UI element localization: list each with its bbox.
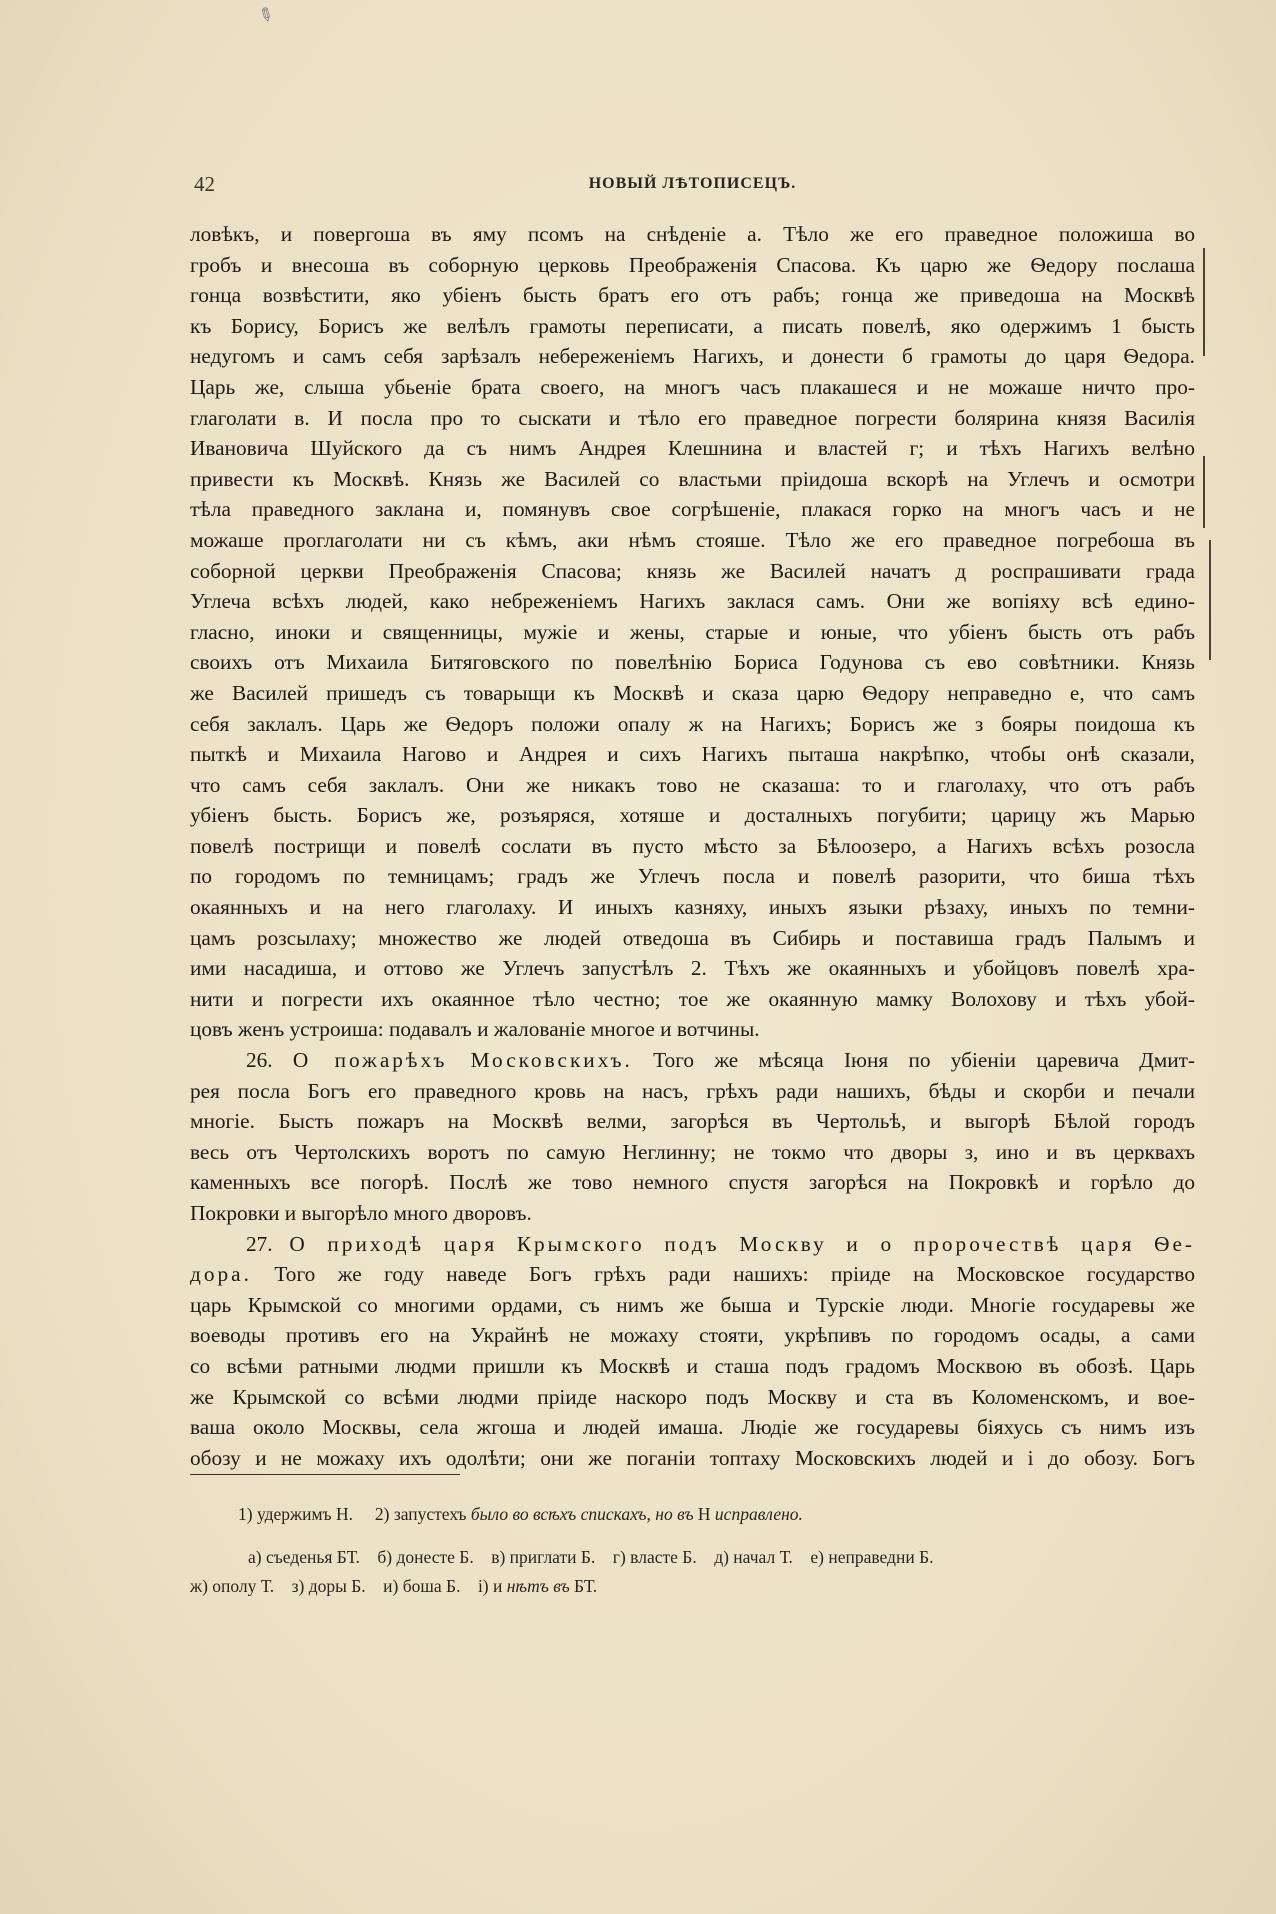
ink-blot: ✎ [254, 2, 278, 28]
text-line: Царь же, слыша убьеніе брата своего, на многъ часъ плакашеся и не можаше ничто про- [190, 374, 1195, 399]
footnote-1: 1) удержимъ Н. [238, 1504, 353, 1524]
main-text [190, 219, 1195, 1473]
text-line: соборной церкви Преображенія Спасова; князь же Василей начатъ д роспрашивати града [190, 558, 1195, 583]
text-line: цамъ розсылаху; множество же людей отведоша въ Сибирь и поставиша градъ Палымъ и [190, 925, 1195, 950]
text-line: привести къ Москвѣ. Князь же Василей со властьми пріидоша вскорѣ на Углечъ и осмотри [190, 466, 1195, 491]
text-line: недугомъ и самъ себя зарѣзалъ небереженіемъ Нагихъ, и донести б грамоты до царя Ѳедора. [190, 344, 1195, 369]
text-line: ими насадиша, и оттово же Углечъ запустѣлъ 2. Тѣхъ же окаянныхъ и убойцовъ повелѣ хра- [190, 956, 1195, 981]
section-27-first-line [190, 1259, 1195, 1290]
text-line: Ивановича Шуйского да съ нимъ Андрея Клешнина и властей г; и тѣхъ Нагихъ велѣно [190, 436, 1195, 461]
text-line: къ Борису, Борисъ же велѣлъ грамоты переписати, а писать повелѣ, яко одержимъ 1 бысть [190, 313, 1195, 338]
text-line: ваша около Москвы, села жгоша и людей имаша. Людіе же государевы біяхусь съ нимъ изъ [190, 1415, 1195, 1440]
text-line: Покровки и выгорѣло много дворовъ. [190, 1201, 532, 1225]
footnote-divider [190, 1474, 460, 1475]
text-line: окаянныхъ и на него глаголаху. И иныхъ казняху, иныхъ языки рѣзаху, иныхъ по темни- [190, 895, 1195, 920]
text-line: себя заклалъ. Царь же Ѳедоръ положи опалу ж на Нагихъ; Борисъ же з бояры поидоша къ [190, 711, 1195, 736]
numbered-footnotes [190, 1500, 1195, 1529]
lettered-footnotes-2 [190, 1572, 1195, 1601]
text-line: тѣла праведного заклана и, помянувъ свое согрѣшеніе, плакася горко на многъ часъ и не [190, 497, 1195, 522]
section-27-heading-end: дора. [190, 1262, 252, 1287]
margin-mark [1209, 540, 1211, 660]
main-text-lines [190, 219, 1195, 1045]
page-header [190, 172, 1195, 202]
text-line: гласно, иноки и священницы, мужіе и жены, старые и юные, что убіенъ бысть отъ рабъ [190, 619, 1195, 644]
text-line: многіе. Бысть пожаръ на Москвѣ велми, загорѣся въ Чертольѣ, и выгорѣ Бѣлой городъ [190, 1109, 1195, 1134]
text-line: повелѣ пострищи и повелѣ сослати въ пусто мѣсто за Бѣлоозеро, а Нагихъ всѣхъ розосла [190, 833, 1195, 858]
section-27-heading: О приходѣ царя Крымского подъ Москву и о пророчествѣ царя Ѳе- [289, 1231, 1195, 1256]
text-line: Углеча всѣхъ людей, како небреженіемъ Нагихъ заклася самъ. Они же вопіяху всѣ едино- [190, 589, 1195, 614]
margin-mark [1203, 248, 1205, 356]
lettered-footnotes-1: а) съеденья БТ. б) донесте Б. в) приглати Б. г) власте Б. д) начал Т. е) неправедни Б. [248, 1547, 934, 1567]
text-line: цовъ женъ устроиша: подавалъ и жалованіе многое и вотчины. [190, 1017, 760, 1042]
text-line: же Крымской со всѣми людми пріиде наскоро подъ Москву и ста въ Коломенскомъ, и вое- [190, 1384, 1195, 1409]
text-line: можаше проглаголати ни съ кѣмъ, аки нѣмъ стояше. Тѣло же его праведное погребоша въ [190, 527, 1195, 552]
footnote-2-note-end: исправлено. [714, 1504, 803, 1524]
text-line: царь Крымской со многими ордами, съ нимъ же быша и Турскіе люди. Многіе государевы же [190, 1292, 1195, 1317]
text-line: каменныхъ все погорѣ. Послѣ же тово немного спустя загорѣся на Покровкѣ и горѣло до [190, 1170, 1195, 1195]
section-27 [190, 1229, 1195, 1474]
text-line: пыткѣ и Михаила Нагово и Андрея и сихъ Нагихъ пыташа накрѣпко, чтобы онѣ сказали, [190, 742, 1195, 767]
text-line: ловѣкъ, и повергоша въ яму псомъ на снѣденіе а. Тѣло же его праведное положиша во [190, 222, 1195, 246]
section-26 [190, 1045, 1195, 1229]
text-line: по городомъ по темницамъ; градъ же Углечъ посла и повелѣ разорити, что биша тѣхъ [190, 864, 1195, 889]
footnote-2-siglum: Н [697, 1504, 711, 1524]
running-title: НОВЫЙ ЛѢТОПИСЕЦЪ. [588, 175, 797, 192]
text-line: глаголати в. И посла про то сыскати и тѣло его праведное погрести болярина князя Василія [190, 405, 1195, 430]
footnote-2-note: было во всѣхъ спискахъ, но въ [470, 1504, 694, 1524]
section-26-number: 26. [246, 1048, 273, 1073]
section-27-number: 27. [246, 1231, 273, 1256]
text-line: обозу и не можаху ихъ одолѣти; они же поганіи топтаху Московскихъ людей и і до обозу. Богъ [190, 1445, 1195, 1470]
text-line: весь отъ Чертолскихъ воротъ по самую Неглинну; не токмо что дворы з, ино и въ церквахъ [190, 1139, 1195, 1164]
text-line: же Василей пришедъ съ товарыщи къ Москвѣ и сказа царю Ѳедору неправедно е, что самъ [190, 680, 1195, 705]
text-line: убіенъ бысть. Борисъ же, розъяряся, хотяше и досталныхъ погубити; царицу жъ Марью [190, 803, 1195, 828]
text-line: со всѣми ратными людми пришли къ Москвѣ и сташа подъ градомъ Москвою въ обозѣ. Царь [190, 1353, 1195, 1378]
section-26-text: Того же мѣсяца Іюня по убіеніи царевича Дмит- [653, 1048, 1195, 1073]
footnote-2: 2) запустехъ [374, 1504, 467, 1524]
lettered-footnotes-2-note: нѣтъ въ [506, 1576, 570, 1596]
section-26-heading: О пожарѣхъ Московскихъ. [292, 1048, 633, 1073]
lettered-footnotes-2-main: ж) ополу Т. з) доры Б. и) боша Б. і) и [190, 1576, 503, 1596]
margin-mark [1203, 456, 1205, 528]
section-27-text: Того же году наведе Богъ грѣхъ ради нашихъ: пріиде на Московское государство [274, 1262, 1195, 1287]
text-line: гонца возвѣстити, яко убіенъ бысть братъ его отъ рабъ; гонца же приведоша на Москвѣ [190, 283, 1195, 308]
footnotes [190, 1500, 1195, 1601]
section-27-heading-line [190, 1229, 1195, 1260]
section-26-first-line [190, 1045, 1195, 1076]
text-line: воеводы противъ его на Украйнѣ не можаху стояти, укрѣпивъ по городомъ осады, а сами [190, 1323, 1195, 1348]
text-line: рея посла Богъ его праведного кровь на насъ, грѣхъ ради нашихъ, бѣды и скорби и печали [190, 1078, 1195, 1103]
lettered-footnotes-2-siglum: БТ. [574, 1576, 598, 1596]
text-line: своихъ отъ Михаила Битяговского по повелѣнію Бориса Годунова съ ево совѣтники. Князь [190, 650, 1195, 675]
text-line: гробъ и внесоша въ соборную церковь Преображенія Спасова. Къ царю же Ѳедору послаша [190, 252, 1195, 277]
text-line: что самъ себя заклалъ. Они же никакъ тово не сказаша: то и глаголаху, что отъ рабъ [190, 772, 1195, 797]
page-number: 42 [194, 172, 215, 196]
text-line: нити и погрести ихъ окаянное тѣло честно; тое же окаянную мамку Волохову и тѣхъ убой- [190, 986, 1195, 1011]
